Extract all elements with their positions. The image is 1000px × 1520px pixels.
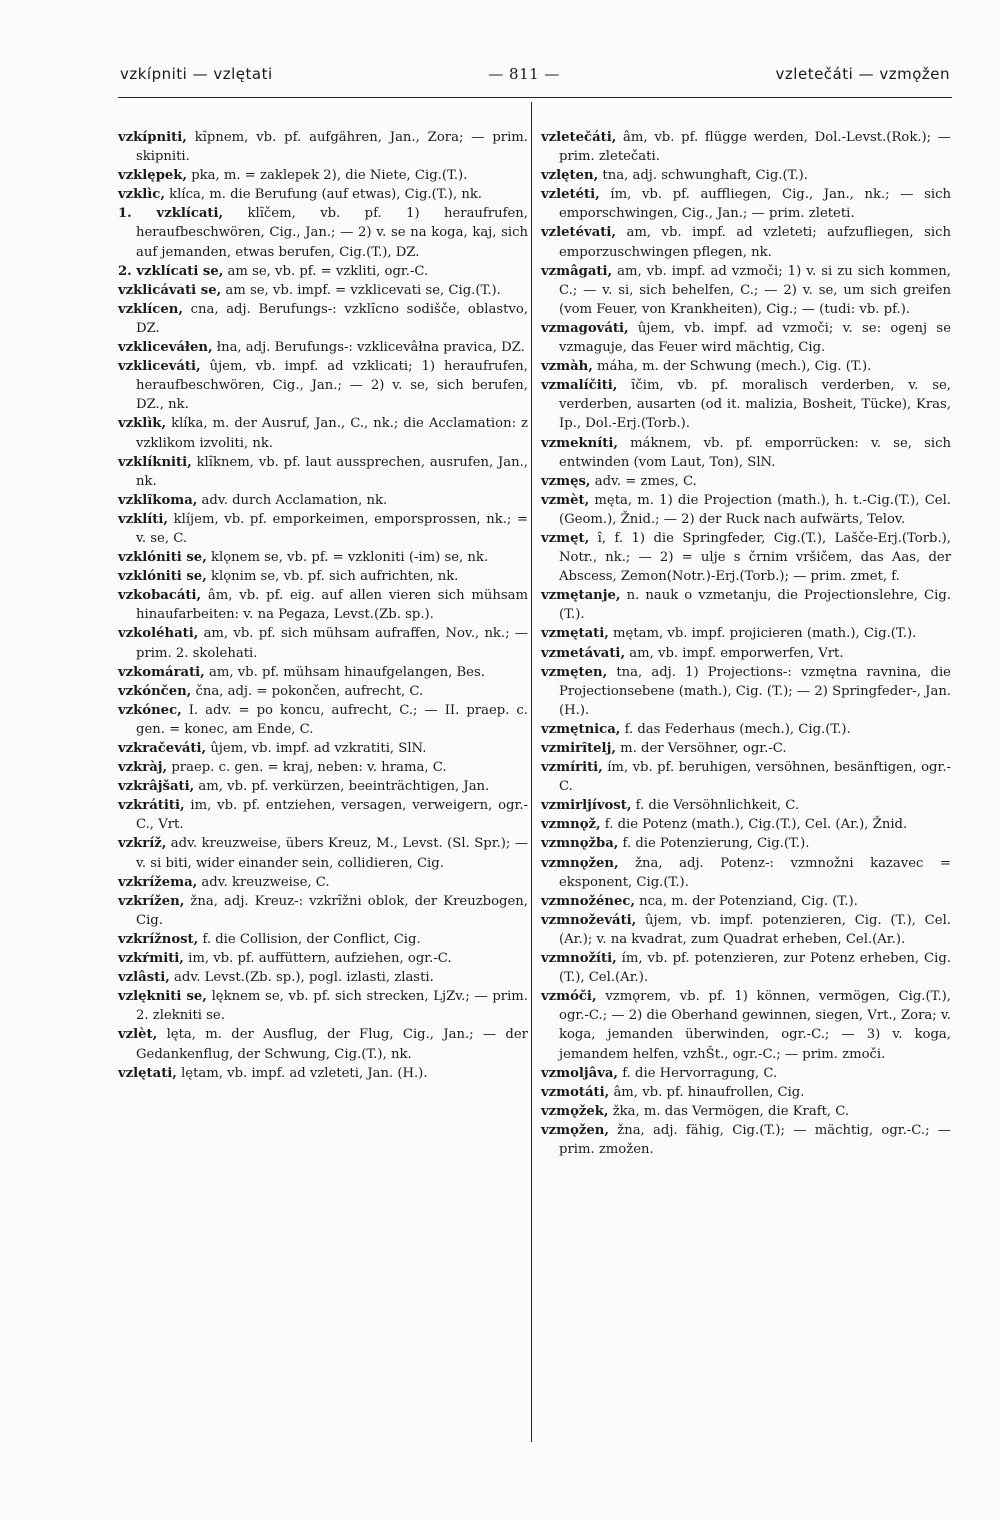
dictionary-entry (541, 854, 951, 892)
entry-definition: ûjem, vb. impf. potenzieren, Cig. (T.), Cel.(Ar.); v. na kvadrat, zum Quadrat erheben, Cel.(Ar.). (559, 912, 951, 947)
entry-headword: vzmętnica, (541, 721, 621, 737)
dictionary-entry (118, 491, 528, 510)
entry-headword: vzkomárati, (118, 664, 205, 680)
dictionary-entry (541, 128, 951, 166)
dictionary-entry (541, 1121, 951, 1159)
entry-definition: adv. Levst.(Zb. sp.), pogl. izlasti, zlasti. (174, 970, 434, 986)
entry-definition: am, vb. impf. emporwerfen, Vrt. (629, 645, 844, 661)
entry-headword: vzmnǫžba, (541, 836, 619, 852)
entry-headword: vzmǫžen, (541, 1122, 609, 1138)
entry-headword: vzmóči, (541, 989, 597, 1005)
entry-definition: adv. durch Acclamation, nk. (201, 492, 388, 508)
dictionary-entry (118, 682, 528, 701)
entry-headword: vzklíkniti, (118, 454, 192, 470)
dictionary-entry (541, 739, 951, 758)
dictionary-entry (118, 1064, 528, 1083)
dictionary-entry (118, 949, 528, 968)
entry-definition: f. die Hervorragung, C. (622, 1065, 778, 1081)
entry-headword: vzkliceváłen, (118, 340, 213, 356)
entry-definition: mętam, vb. impf. projicieren (math.), Cig.(T.). (613, 626, 917, 642)
dictionary-entry (118, 701, 528, 739)
entry-headword: 1. vzklícati, (118, 206, 224, 222)
entry-headword: vzkŕmiti, (118, 951, 184, 967)
dictionary-entry (118, 739, 528, 758)
dictionary-entry (118, 834, 528, 872)
entry-headword: vzmirȋtelj, (541, 741, 616, 756)
entry-definition: máha, m. der Schwung (mech.), Cig. (T.). (597, 359, 872, 375)
entry-headword: vzmetávati, (541, 645, 626, 661)
dictionary-entry (118, 128, 528, 166)
entry-definition: žna, adj. fähig, Cig.(T.); — mächtig, ogr.-C.; — prim. zmožen. (559, 1122, 951, 1157)
dictionary-entry (541, 949, 951, 987)
dictionary-entry (118, 166, 528, 185)
entry-definition: cna, adj. Berufungs-: vzklȋcno sodišče, oblastvo, DZ. (136, 301, 528, 336)
entry-definition: pka, m. = zaklepek 2), die Niete, Cig.(T.). (191, 168, 468, 184)
dictionary-entry (541, 223, 951, 261)
entry-headword: vzkliceváti, (118, 359, 201, 375)
right-column (541, 128, 951, 1159)
dictionary-entry (541, 434, 951, 472)
entry-definition: klȋčem, vb. pf. 1) heraufrufen, heraufbeschwören, Cig., Jan.; — 2) v. se na koga, kaj, sich auf jemanden, etwas berufen, Cig.(T.), DZ. (136, 206, 528, 260)
entry-definition: m. der Versöhner, ogr.-C. (620, 741, 787, 756)
entry-headword: vzmèt, (541, 492, 590, 508)
entry-headword: vzkríž, (118, 836, 167, 852)
entry-headword: vzmętanje, (541, 588, 621, 604)
dictionary-entry (541, 262, 951, 319)
dictionary-entry (118, 510, 528, 548)
entry-definition: am, vb. impf. ad vzmoči; 1) v. si zu sich kommen, C.; — v. si, sich behelfen, C.; — 2) v. se, um sich greifen (vom Feuer, von Krankheiten), Cig.; — (tudi: vb. pf.). (559, 263, 951, 317)
dictionary-entry (118, 548, 528, 567)
entry-definition: f. die Potenz (math.), Cig.(T.), Cel. (Ar.), Žnid. (604, 817, 908, 833)
entry-headword: vzmâgati, (541, 263, 613, 279)
entry-definition: žka, m. das Vermögen, die Kraft, C. (612, 1103, 850, 1119)
entry-definition: klȋknem, vb. pf. laut aussprechen, ausrufen, Jan., nk. (136, 454, 528, 489)
entry-definition: kȋpnem, vb. pf. aufgähren, Jan., Zora; — prim. skipniti. (136, 130, 528, 165)
dictionary-entry (541, 1102, 951, 1121)
entry-definition: tna, adj. schwunghaft, Cig.(T.). (602, 168, 808, 184)
dictionary-entry (118, 414, 528, 452)
entry-headword: vzlętati, (118, 1065, 177, 1081)
entry-definition: ím, vb. pf. auffliegen, Cig., Jan., nk.; — sich emporschwingen, Cig., Jan.; — prim. zleteti. (559, 187, 951, 222)
entry-definition: ȋčim, vb. pf. moralisch verderben, v. se, verderben, ausarten (od it. malizia, Bosheit, Tücke), Kras, Ip., Dol.-Erj.(Torb.). (559, 378, 951, 432)
entry-definition: ím, vb. pf. potenzieren, zur Potenz erheben, Cig.(T.), Cel.(Ar.). (559, 951, 951, 986)
dictionary-entry (541, 529, 951, 586)
entry-definition: î, f. 1) die Springfeder, Cig.(T.), Lašče-Erj.(Torb.), Notr., nk.; — 2) = ulje s črnim vršičem, das Aas, der Abscess, Zemon(Notr.)-Erj.(Torb.); — prim. zmet, f. (559, 530, 951, 585)
entry-headword: vzlęten, (541, 168, 599, 184)
entry-definition: klíca, m. die Berufung (auf etwas), Cig.(T.), nk. (169, 187, 483, 203)
entry-definition: klǫnem se, vb. pf. = vzkloniti (-im) se, nk. (211, 550, 489, 566)
entry-headword: vzmirljívost, (541, 798, 632, 814)
dictionary-entry (118, 624, 528, 662)
page-number: — 811 — (488, 65, 560, 83)
entry-headword: vzmnožénec, (541, 893, 635, 909)
dictionary-entry (118, 987, 528, 1025)
entry-headword: vzlękniti se, (118, 989, 207, 1005)
entry-definition: âm, vb. pf. eig. auf allen vieren sich mühsam hinaufarbeiten: v. na Pegaza, Levst.(Zb. sp.). (136, 588, 528, 623)
entry-definition: âm, vb. pf. hinaufrollen, Cig. (613, 1084, 805, 1100)
dictionary-entry (118, 300, 528, 338)
dictionary-entry (541, 624, 951, 643)
entry-definition: máknem, vb. pf. emporrücken: v. se, sich entwinden (vom Laut, Ton), SlN. (559, 435, 951, 470)
entry-definition: f. die Versöhnlichkeit, C. (635, 798, 800, 814)
entry-headword: vzmagováti, (541, 320, 629, 336)
entry-headword: vzmoljâva, (541, 1065, 619, 1081)
entry-definition: ûjem, vb. impf. ad vzklicati; 1) heraufrufen, heraufbeschwören, Cig., Jan.; — 2) v. se, sich berufen, DZ., nk. (136, 359, 528, 413)
entry-headword: vzkrížema, (118, 874, 198, 890)
entry-headword: vzmęt, (541, 530, 590, 546)
entry-headword: vzkrâjšati, (118, 779, 195, 795)
dictionary-entry (118, 758, 528, 777)
dictionary-entry (118, 796, 528, 834)
entry-headword: vzmalíčiti, (541, 378, 618, 394)
entry-headword: vzkrížnost, (118, 931, 199, 947)
entry-headword: vzmàh, (541, 359, 593, 375)
entry-headword: vzlèt, (118, 1027, 158, 1043)
dictionary-entry (118, 357, 528, 414)
entry-headword: vzkobacáti, (118, 588, 202, 604)
entry-headword: vzklępek, (118, 168, 188, 184)
entry-definition: f. das Federhaus (mech.), Cig.(T.). (624, 721, 851, 737)
entry-definition: I. adv. = po koncu, aufrecht, C.; — II. praep. c. gen. = konec, am Ende, C. (136, 702, 528, 737)
dictionary-entry (541, 644, 951, 663)
column-divider (531, 102, 532, 1442)
entry-definition: łna, adj. Berufungs-: vzklicevâłna pravica, DZ. (216, 340, 525, 356)
dictionary-entry (541, 166, 951, 185)
entry-definition: klǫnim se, vb. pf. sich aufrichten, nk. (211, 569, 459, 585)
dictionary-entry (541, 185, 951, 223)
entry-headword: vzmnǫž, (541, 817, 601, 833)
entry-headword: vzklȋkoma, (118, 492, 198, 508)
entry-definition: lęta, m. der Ausflug, der Flug, Cig., Jan.; — der Gedankenflug, der Schwung, Cig.(T.), nk. (136, 1027, 528, 1062)
dictionary-entry (541, 376, 951, 433)
entry-headword: vzkoléhati, (118, 626, 199, 642)
entry-headword: vzkónec, (118, 702, 182, 718)
header-right-range: vzletečáti — vzmǫžen (775, 65, 950, 83)
dictionary-entry (541, 892, 951, 911)
dictionary-entry (541, 815, 951, 834)
entry-definition: f. die Collision, der Conflict, Cig. (202, 931, 421, 947)
entry-headword: vzklóniti se, (118, 550, 207, 566)
dictionary-entry (118, 968, 528, 987)
entry-headword: vzletévati, (541, 225, 616, 241)
entry-definition: am, vb. impf. ad vzleteti; aufzufliegen, sich emporzuschwingen pflegen, nk. (559, 225, 951, 260)
entry-definition: ûjem, vb. impf. ad vzmoči; v. se: ogenj se vzmaguje, das Feuer wird mächtig, Cig. (559, 320, 951, 356)
entry-headword: vzletéti, (541, 187, 600, 203)
dictionary-entry (118, 777, 528, 796)
entry-headword: vzklìc, (118, 187, 165, 203)
dictionary-entry (118, 873, 528, 892)
dictionary-entry (541, 319, 951, 357)
dictionary-entry (118, 281, 528, 300)
entry-definition: klíka, m. der Ausruf, Jan., C., nk.; die Acclamation: z vzklikom izvoliti, nk. (136, 416, 528, 451)
dictionary-entry (541, 720, 951, 739)
dictionary-entry (118, 262, 528, 281)
entry-headword: vzkràj, (118, 760, 168, 776)
entry-headword: vzmnoževáti, (541, 912, 637, 928)
dictionary-entry (118, 338, 528, 357)
entry-definition: klíjem, vb. pf. emporkeimen, emporsprossen, nk.; = v. se, C. (136, 511, 528, 546)
entry-definition: vzmǫrem, vb. pf. 1) können, vermögen, Cig.(T.), ogr.-C.; — 2) die Oberhand gewinnen, siegen, Vrt., Zora; v. koga, jemanden überwinden, ogr.-C.; — 3) v. koga, jemandem helfen, vzhŠt., ogr.-C.; — prim. zmoči. (559, 989, 951, 1062)
entry-definition: am, vb. pf. verkürzen, beeinträchtigen, Jan. (198, 779, 490, 795)
entry-headword: vzkračeváti, (118, 741, 207, 756)
entry-definition: am, vb. pf. sich mühsam aufraffen, Nov., nk.; — prim. 2. skolehati. (136, 626, 528, 661)
entry-headword: vzklóniti se, (118, 569, 207, 585)
entry-definition: tna, adj. 1) Projections-: vzmętna ravnina, die Projectionsebene (math.), Cig. (T.); — 2) Springfeder-, Jan.(H.). (559, 664, 951, 718)
entry-definition: adv. kreuzweise, übers Kreuz, M., Levst. (Sl. Spr.); — v. si biti, wider einander sein, collidieren, Cig. (136, 836, 528, 871)
dictionary-entry (541, 472, 951, 491)
entry-headword: vzmǫžek, (541, 1103, 609, 1119)
entry-headword: vzletečáti, (541, 130, 617, 145)
dictionary-entry (541, 911, 951, 949)
dictionary-entry (541, 491, 951, 529)
entry-headword: vzmotáti, (541, 1084, 610, 1100)
dictionary-entry (118, 663, 528, 682)
dictionary-entry (118, 1025, 528, 1063)
entry-headword: vzkípniti, (118, 130, 187, 145)
entry-headword: vzkónčen, (118, 683, 192, 699)
entry-definition: im, vb. pf. auffüttern, aufziehen, ogr.-C. (188, 951, 452, 967)
entry-headword: vzklicávati se, (118, 282, 222, 298)
entry-headword: vzklíti, (118, 511, 169, 527)
entry-headword: vzmnǫžen, (541, 855, 619, 871)
entry-definition: am, vb. pf. mühsam hinaufgelangen, Bes. (208, 664, 485, 680)
entry-headword: vzmęten, (541, 664, 608, 680)
entry-definition: ím, vb. pf. beruhigen, versöhnen, besänftigen, ogr.-C. (559, 760, 951, 795)
dictionary-entry (118, 586, 528, 624)
dictionary-entry (118, 453, 528, 491)
entry-headword: vzklícen, (118, 301, 183, 317)
dictionary-entry (118, 204, 528, 261)
entry-definition: im, vb. pf. entziehen, versagen, verweigern, ogr.-C., Vrt. (136, 798, 528, 833)
dictionary-entry (541, 796, 951, 815)
dictionary-entry (541, 1064, 951, 1083)
dictionary-entry (541, 834, 951, 853)
entry-definition: čna, adj. = pokončen, aufrecht, C. (195, 683, 424, 699)
entry-definition: ûjem, vb. impf. ad vzkratiti, SlN. (210, 741, 427, 756)
entry-definition: am se, vb. pf. = vzkliti, ogr.-C. (227, 263, 429, 279)
entry-headword: vzmęs, (541, 473, 591, 489)
entry-headword: vzmíriti, (541, 760, 603, 776)
entry-definition: âm, vb. pf. flügge werden, Dol.-Levst.(Rok.); — prim. zletečati. (559, 130, 951, 165)
entry-headword: vzlâsti, (118, 970, 170, 986)
dictionary-entry (118, 567, 528, 586)
dictionary-entry (118, 892, 528, 930)
entry-definition: męta, m. 1) die Projection (math.), h. t.-Cig.(T.), Cel.(Geom.), Žnid.; — 2) der Ruck nach aufwärts, Telov. (559, 492, 951, 527)
dictionary-entry (118, 185, 528, 204)
dictionary-entry (541, 1083, 951, 1102)
entry-headword: vzmętati, (541, 626, 609, 642)
entry-definition: nca, m. der Potenziand, Cig. (T.). (639, 893, 858, 909)
entry-headword: 2. vzklícati se, (118, 263, 224, 279)
entry-definition: am se, vb. impf. = vzklicevati se, Cig.(T.). (225, 282, 501, 298)
entry-headword: vzmekníti, (541, 435, 618, 451)
entry-definition: adv. kreuzweise, C. (201, 874, 330, 890)
dictionary-entry (541, 586, 951, 624)
entry-definition: lętam, vb. impf. ad vzleteti, Jan. (H.). (181, 1065, 428, 1081)
entry-headword: vzkrížen, (118, 893, 185, 909)
entry-headword: vzklìk, (118, 416, 167, 432)
dictionary-entry (541, 357, 951, 376)
entry-headword: vzkrátiti, (118, 798, 185, 814)
dictionary-entry (541, 758, 951, 796)
page-header (120, 62, 950, 86)
entry-definition: žna, adj. Kreuz-: vzkrȋžni oblok, der Kreuzbogen, Cig. (136, 893, 528, 928)
entry-definition: f. die Potenzierung, Cig.(T.). (622, 836, 810, 852)
left-column (118, 128, 528, 1083)
dictionary-entry (541, 663, 951, 720)
header-left-range: vzkípniti — vzlętati (120, 65, 273, 83)
entry-definition: n. nauk o vzmetanju, die Projectionslehre, Cig.(T.). (559, 588, 951, 623)
entry-definition: lęknem se, vb. pf. sich strecken, LjZv.; — prim. 2. zlekniti se. (136, 989, 528, 1024)
dictionary-entry (118, 930, 528, 949)
dictionary-entry (541, 987, 951, 1063)
entry-headword: vzmnožíti, (541, 951, 617, 967)
entry-definition: adv. = zmes, C. (594, 473, 697, 489)
header-rule (118, 97, 952, 98)
entry-definition: žna, adj. Potenz-: vzmnožni kazavec = eksponent, Cig.(T.). (559, 855, 951, 890)
entry-definition: praep. c. gen. = kraj, neben: v. hrama, C. (171, 760, 447, 776)
